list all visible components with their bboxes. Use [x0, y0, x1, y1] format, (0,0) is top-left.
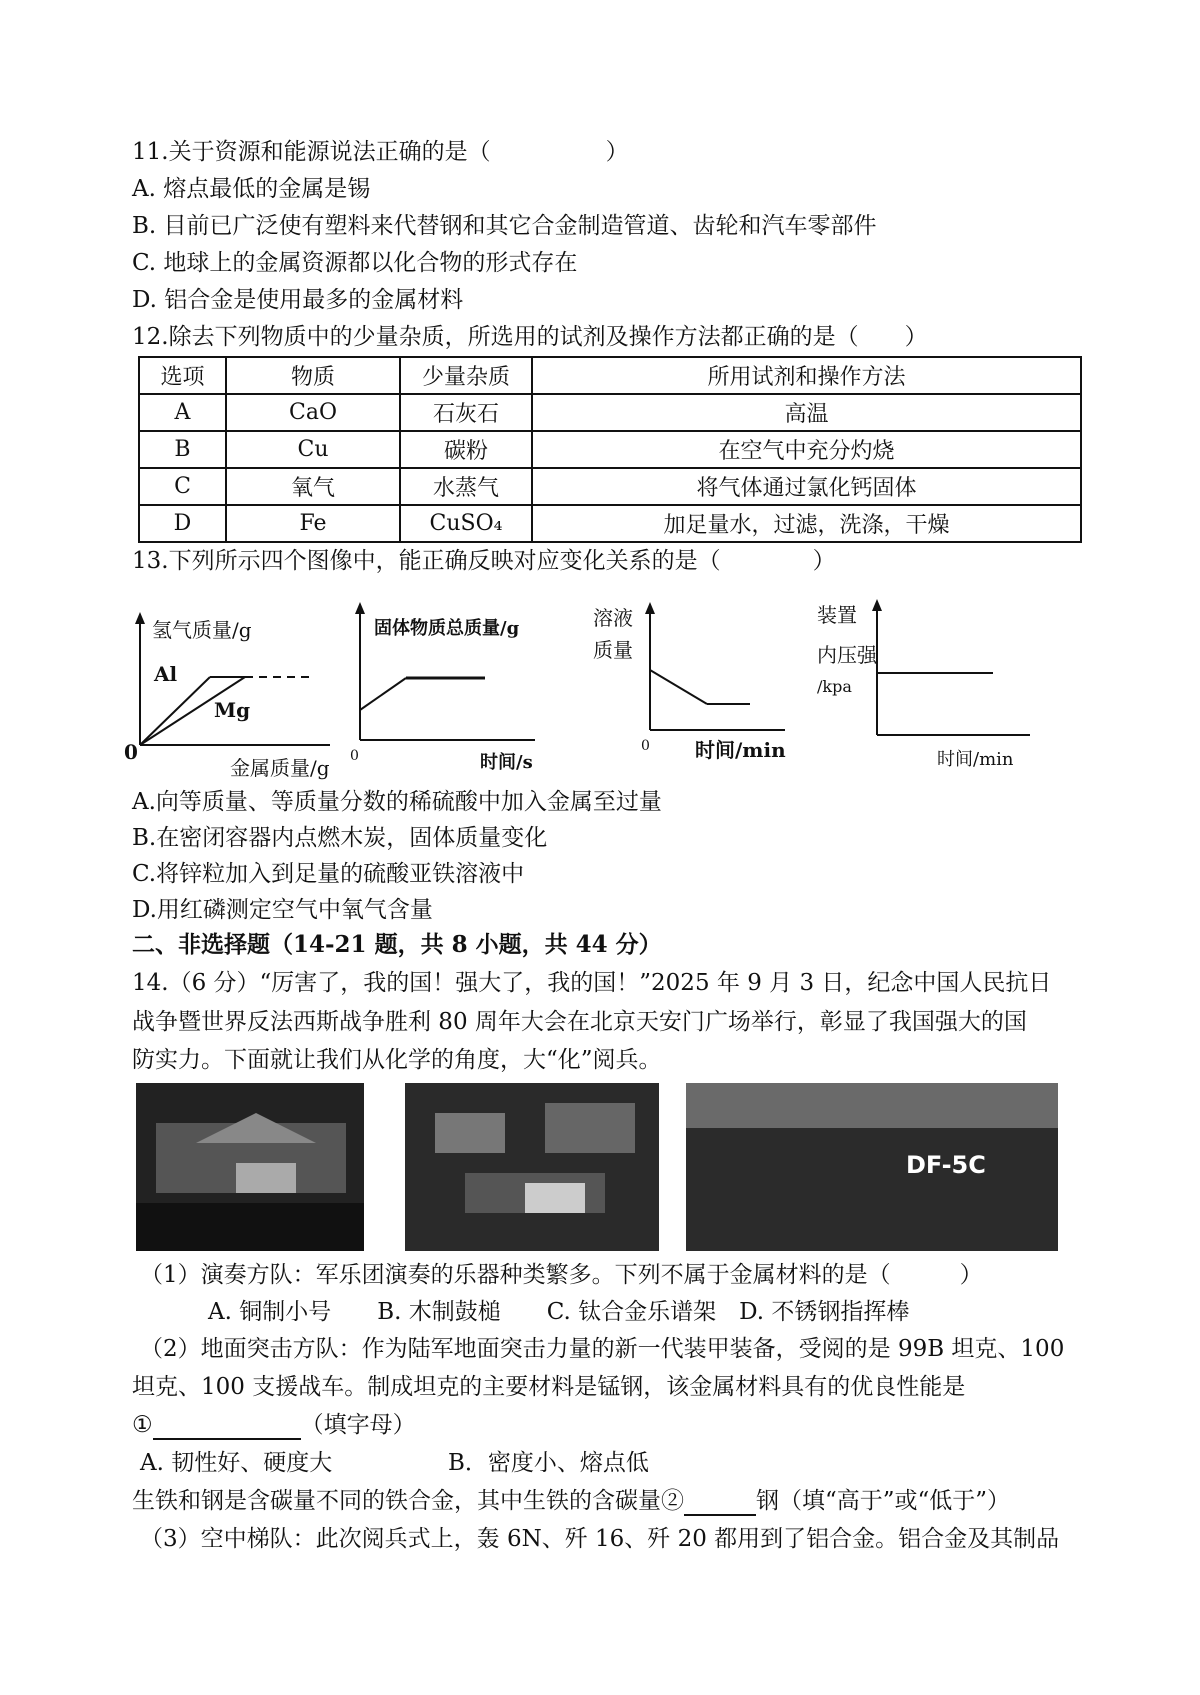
- q11-option-c: C. 地球上的金属资源都以化合物的形式存在: [132, 250, 578, 276]
- graph-a: [124, 600, 330, 780]
- q14-p2-line2: 坦克、100 支援战车。制成坦克的主要材料是锰钢，该金属材料具有的优良性能是: [132, 1374, 966, 1400]
- graph-a-series-al: Al: [154, 662, 178, 686]
- section-2-heading: 二、非选择题（14-21 题，共 8 小题，共 44 分）: [132, 931, 662, 958]
- q14-intro-2: 战争暨世界反法西斯战争胜利 80 周年大会在北京天安门广场举行，彰显了我国强大的国: [132, 1009, 1027, 1035]
- answer-blank-1[interactable]: [153, 1412, 301, 1440]
- table-header: 所用试剂和操作方法: [532, 357, 1081, 394]
- table-cell: B: [139, 431, 226, 468]
- q13-option-b: B.在密闭容器内点燃木炭，固体质量变化: [132, 825, 548, 851]
- q14-p2-line1: （2）地面突击方队：作为陆军地面突击力量的新一代装甲装备，受阅的是 99B 坦克、100: [140, 1336, 1065, 1362]
- table-cell: CaO: [226, 394, 400, 431]
- q13-stem: 13.下列所示四个图像中，能正确反映对应变化关系的是（ ）: [132, 548, 836, 574]
- q13-option-c: C.将锌粒加入到足量的硫酸亚铁溶液中: [132, 861, 525, 887]
- graph-d-ylabel-3: /kpa: [817, 677, 852, 696]
- table-cell: 加足量水，过滤，洗涤，干燥: [532, 505, 1081, 542]
- table-cell: 水蒸气: [400, 468, 532, 505]
- q11-stem: 11.关于资源和能源说法正确的是（ ）: [132, 139, 629, 165]
- q14-p2-blank1-row: [132, 1410, 416, 1440]
- table-header-row: [139, 357, 1081, 394]
- graph-c: [585, 598, 790, 783]
- q11-option-a: A. 熔点最低的金属是锡: [132, 176, 371, 202]
- graph-b: [350, 598, 550, 783]
- graph-b-origin: 0: [350, 748, 359, 764]
- graph-a-xlabel: 金属质量/g: [230, 756, 330, 780]
- q14-intro-1: 14.（6 分）“厉害了，我的国！强大了，我的国！”2025 年 9 月 3 日，纪念中国人民抗日: [132, 970, 1052, 996]
- blank-hint: （填字母）: [300, 1412, 416, 1438]
- table-cell: C: [139, 468, 226, 505]
- parade-photo-missile: [686, 1083, 1058, 1251]
- q14-p2-line3: [132, 1486, 1010, 1516]
- q14-p3-line1: （3）空中梯队：此次阅兵式上，轰 6N、歼 16、歼 20 都用到了铝合金。铝合金及其制品: [140, 1526, 1060, 1552]
- line3-prefix: 生铁和钢是含碳量不同的铁合金，其中生铁的含碳量②: [132, 1488, 684, 1514]
- graph-d-xlabel: 时间/min: [937, 749, 1014, 770]
- graph-a-series-mg: Mg: [214, 698, 251, 722]
- table-row: [139, 505, 1081, 542]
- q11-option-b: B. 目前已广泛使有塑料来代替钢和其它合金制造管道、齿轮和汽车零部件: [132, 213, 877, 239]
- q12-stem: 12.除去下列物质中的少量杂质，所选用的试剂及操作方法都正确的是（ ）: [132, 324, 928, 350]
- table-header: 物质: [226, 357, 400, 394]
- table-row: [139, 468, 1081, 505]
- parade-photo-band: [136, 1083, 364, 1251]
- table-cell: 将气体通过氯化钙固体: [532, 468, 1081, 505]
- q14-p1-options: A. 铜制小号 B. 木制鼓槌 C. 钛合金乐谱架 D. 不锈钢指挥棒: [208, 1299, 910, 1325]
- table-row: [139, 394, 1081, 431]
- graph-d-ylabel-2: 内压强: [817, 643, 877, 667]
- blank-marker-1: ①: [132, 1412, 153, 1438]
- parade-photo-band-image: [136, 1083, 364, 1251]
- table-header: 少量杂质: [400, 357, 532, 394]
- q12-table: [138, 356, 1082, 543]
- q14-p2-option-a: A. 韧性好、硬度大: [140, 1450, 333, 1476]
- answer-blank-2[interactable]: [684, 1488, 756, 1516]
- table-cell: 碳粉: [400, 431, 532, 468]
- line3-suffix: 钢（填“高于”或“低于”）: [756, 1488, 1011, 1514]
- graph-d: [815, 595, 1035, 785]
- q14-p2-option-b: B．密度小、熔点低: [448, 1450, 649, 1476]
- table-row: [139, 431, 1081, 468]
- parade-photo-missile-image: [686, 1083, 1058, 1251]
- graph-b-ylabel: 固体物质总质量/g: [374, 618, 520, 639]
- graph-c-ylabel-2: 质量: [593, 638, 633, 662]
- table-cell: 氧气: [226, 468, 400, 505]
- table-cell: 在空气中充分灼烧: [532, 431, 1081, 468]
- q11-option-d: D. 铝合金是使用最多的金属材料: [132, 287, 464, 313]
- q14-intro-3: 防实力。下面就让我们从化学的角度，大“化”阅兵。: [132, 1047, 662, 1073]
- parade-photo-tanks: [405, 1083, 659, 1251]
- q13-option-d: D.用红磷测定空气中氧气含量: [132, 897, 433, 923]
- graph-a-ylabel: 氢气质量/g: [152, 618, 252, 642]
- graph-d-ylabel-1: 装置: [817, 603, 857, 627]
- graph-b-xlabel: 时间/s: [480, 752, 533, 773]
- table-cell: 高温: [532, 394, 1081, 431]
- graph-a-origin: 0: [124, 740, 138, 764]
- table-cell: CuSO₄: [400, 505, 532, 542]
- parade-photo-tanks-image: [405, 1083, 659, 1251]
- q13-option-a: A.向等质量、等质量分数的稀硫酸中加入金属至过量: [132, 789, 662, 815]
- table-header: 选项: [139, 357, 226, 394]
- graph-c-xlabel: 时间/min: [695, 738, 786, 762]
- q14-p1-stem: （1）演奏方队：军乐团演奏的乐器种类繁多。下列不属于金属材料的是（ ）: [140, 1262, 983, 1288]
- missile-label: DF-5C: [906, 1151, 986, 1179]
- table-cell: D: [139, 505, 226, 542]
- table-cell: Cu: [226, 431, 400, 468]
- table-cell: Fe: [226, 505, 400, 542]
- table-cell: A: [139, 394, 226, 431]
- table-cell: 石灰石: [400, 394, 532, 431]
- graph-c-ylabel-1: 溶液: [593, 606, 633, 630]
- graph-c-origin: 0: [641, 738, 650, 754]
